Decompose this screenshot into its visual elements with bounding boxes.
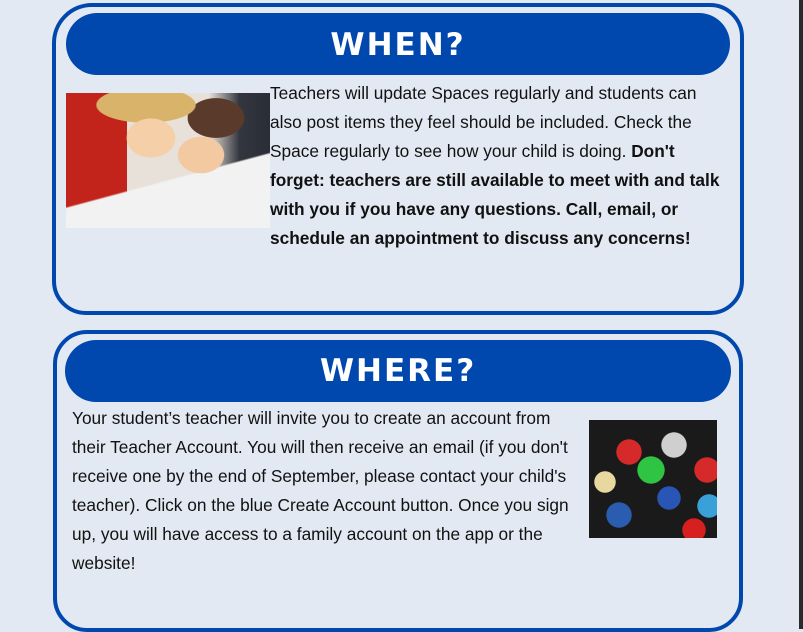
where-body-text: Your student’s teacher will invite you to create an account from their Teacher Account. You will then receive an email (if you don't receive one by the end of September, please contact your child's teacher). Click on the blue Create Account button. Once you sign up, you will have access to a family account on the app or the website! — [72, 408, 569, 573]
when-heading: WHEN? — [66, 13, 730, 75]
where-section — [53, 330, 743, 632]
phone-apps-image — [589, 420, 717, 538]
when-text-regular: Teachers will update Spaces regularly and students can also post items they feel should be included. Check the Space regularly to see how your child is doing. — [270, 83, 697, 161]
when-body-text — [270, 79, 730, 253]
window-edge — [799, 0, 803, 629]
where-heading: WHERE? — [65, 340, 731, 402]
children-drawing-image — [66, 93, 270, 228]
when-text-bold: Don't forget: teachers are still available to meet with and talk with you if you have any questions. Call, email, or schedule an appointment to discuss any concerns! — [270, 141, 720, 248]
when-section — [52, 3, 744, 315]
